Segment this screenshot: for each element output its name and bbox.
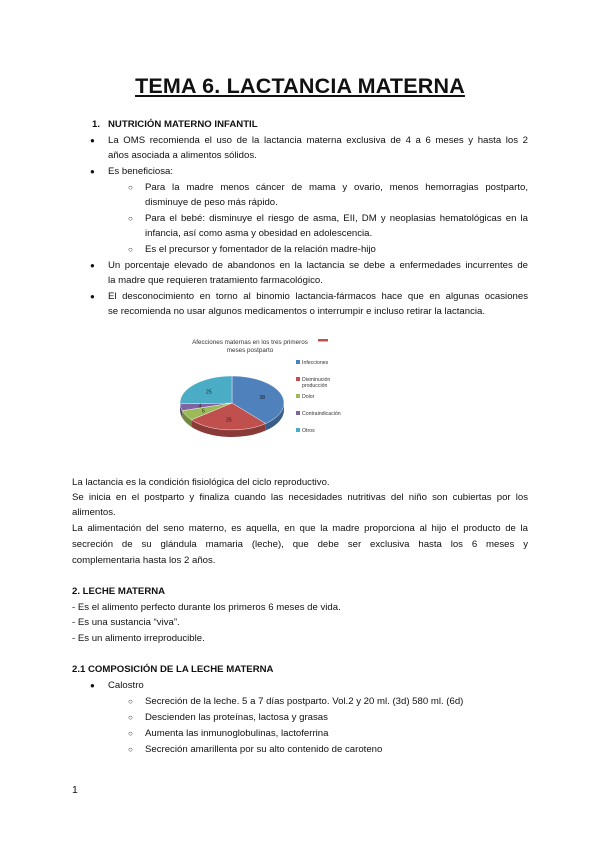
circle-glyph: ○ <box>128 729 133 738</box>
legend-label-3: Dolor <box>302 394 315 400</box>
pie-chart <box>172 333 362 443</box>
sub-1-line-2: disminuye de peso más rápido. <box>145 197 278 208</box>
section2-heading: 2. LECHE MATERNA <box>72 586 166 597</box>
section21-sub-1: Secreción de la leche. 5 a 7 días postparto. Vol.2 y 20 ml. (3d) 580 ml. (6d) <box>145 696 464 707</box>
sub-3: Es el precursor y fomentador de la relación madre-hijo <box>145 244 376 255</box>
bullet-glyph: ● <box>90 261 95 270</box>
intro-p3-line-1: La alimentación del seno materno, es aquella, en que la madre proporciona al hijo el producto de la <box>72 523 528 534</box>
intro-p2-line-1: Se inicia en el postparto y finaliza cuando las necesidades nutritivas del niño son cubiertas por los <box>72 492 528 503</box>
bullet-glyph: ● <box>90 136 95 145</box>
sub-1-line-1: Para la madre menos cáncer de mama y ovario, menos hemorragias postparto, <box>145 182 528 193</box>
bullet-4-line-1: El desconocimiento en torno al binomio lactancia-fármacos hace que en algunas ocasiones <box>108 291 528 302</box>
pie-label-1: 38 <box>259 395 266 402</box>
bullet-2: Es beneficiosa: <box>108 166 174 177</box>
sub-2-line-1: Para el bebé: disminuye el riesgo de asma, EII, DM y neoplasias hematológicas en la <box>145 213 528 224</box>
section2-item-2: - Es una sustancia “viva”. <box>72 617 180 628</box>
legend-swatch-5 <box>296 428 300 432</box>
section2-item-3: - Es un alimento irreproducible. <box>72 633 205 644</box>
section1-number: 1. <box>92 119 101 130</box>
pie-label-5: 25 <box>206 389 212 396</box>
section21-sub-4: Secreción amarillenta por su alto contenido de caroteno <box>145 744 383 755</box>
legend-label-2: Disminución producción <box>302 377 331 389</box>
section21-heading: 2.1 COMPOSICIÓN DE LA LECHE MATERNA <box>72 664 274 675</box>
sub-2-line-2: infancia, así como asma y obesidad en adolescencia. <box>145 228 373 239</box>
bullet-glyph: ● <box>90 292 95 301</box>
intro-p1: La lactancia es la condición fisiológica del ciclo reproductivo. <box>72 477 330 488</box>
circle-glyph: ○ <box>128 713 133 722</box>
bullet-glyph: ● <box>90 167 95 176</box>
legend-swatch-3 <box>296 394 300 398</box>
page-title: TEMA 6. LACTANCIA MATERNA <box>135 74 465 98</box>
section21-sub-2: Descienden las proteínas, lactosa y grasas <box>145 712 328 723</box>
bullet-4-line-2: se recomienda no usar algunos medicamentos o interrumpir e incluso retirar la lactancia. <box>108 306 486 317</box>
bullet-3-line-2: la madre que requieren tratamiento farmacológico. <box>108 275 323 286</box>
legend-label-5: Otros <box>302 428 315 434</box>
bullet-1-line-2: años asociada a alimentos sólidos. <box>108 150 257 161</box>
section21-sub-3: Aumenta las inmunoglobulinas, lactoferrina <box>145 728 329 739</box>
circle-glyph: ○ <box>128 214 133 223</box>
circle-glyph: ○ <box>128 745 133 754</box>
circle-glyph: ○ <box>128 245 133 254</box>
legend-swatch-4 <box>296 411 300 415</box>
section21-bullet: Calostro <box>108 680 144 691</box>
circle-glyph: ○ <box>128 183 133 192</box>
page-number: 1 <box>72 784 78 796</box>
legend-label-1: Infecciones <box>302 360 329 366</box>
section2-item-1: - Es el alimento perfecto durante los primeros 6 meses de vida. <box>72 602 341 613</box>
pie-label-2: 25 <box>226 417 232 424</box>
chart-title: Afecciones maternas en los tres primeros meses postparto <box>192 339 308 354</box>
section1-heading: NUTRICIÓN MATERNO INFANTIL <box>108 119 258 130</box>
legend-label-4: Contraindicación <box>302 411 341 417</box>
bullet-glyph: ● <box>90 681 95 690</box>
legend-swatch-2 <box>296 377 300 381</box>
chart-title-swatch <box>318 339 328 342</box>
intro-p3-line-3: complementaria hasta los 2 años. <box>72 555 216 566</box>
intro-p2-line-2: alimentos. <box>72 507 116 518</box>
pie-label-3: 6 <box>202 408 205 415</box>
intro-p3-line-2: secreción de su glándula mamaria (leche), que debe ser exclusiva hasta los 6 meses y <box>72 539 528 550</box>
bullet-3-line-1: Un porcentaje elevado de abandonos en la lactancia se debe a enfermedades incurrentes de <box>108 260 528 271</box>
circle-glyph: ○ <box>128 697 133 706</box>
bullet-1-line-1: La OMS recomienda el uso de la lactancia materna exclusiva de 4 a 6 meses y hasta los 2 <box>108 135 528 146</box>
pie-label-4: 4 <box>198 403 202 410</box>
legend-swatch-1 <box>296 360 300 364</box>
